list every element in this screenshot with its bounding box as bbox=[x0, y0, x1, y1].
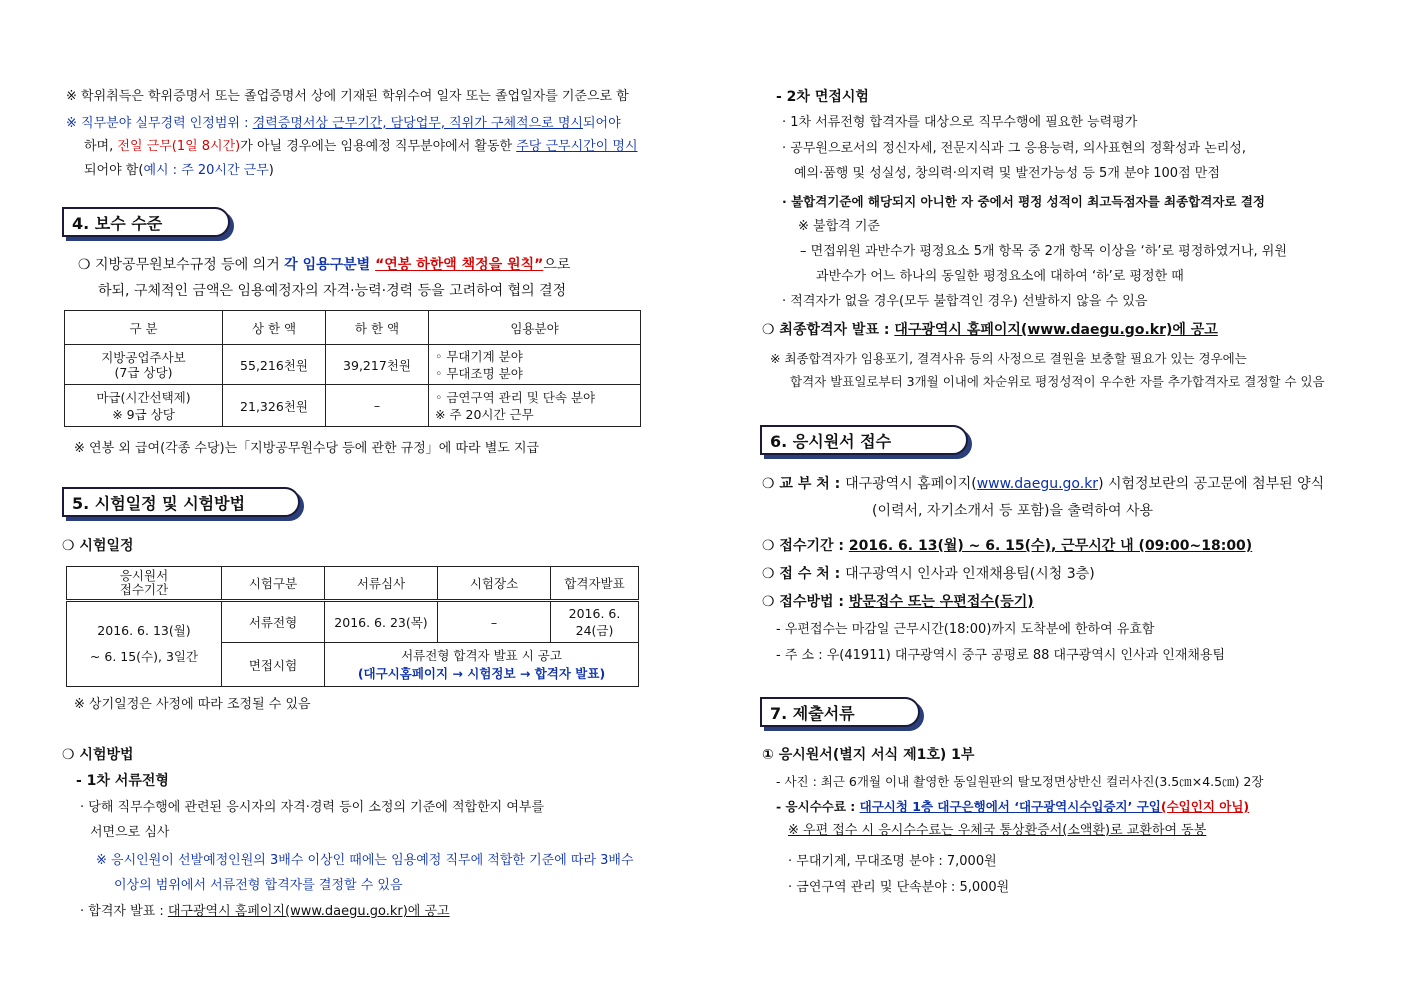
note-career bbox=[66, 115, 621, 133]
sched-type: 면접시험 bbox=[222, 643, 325, 687]
pay-field: ◦ 금연구역 관리 및 단속 분야 ※ 주 20시간 근무 bbox=[429, 385, 641, 427]
section-title-application: 6. 응시원서 접수 bbox=[760, 425, 968, 455]
table-row bbox=[67, 601, 639, 643]
doc-fee bbox=[776, 798, 1249, 816]
section-title-exam: 5. 시험일정 및 시험방법 bbox=[62, 487, 300, 517]
place-label: ❍ 접 수 처 : bbox=[762, 566, 846, 582]
apply-method bbox=[762, 593, 1034, 611]
pay-field: ◦ 무대기계 분야 ◦ 무대조명 분야 bbox=[429, 345, 641, 385]
note-career-highlight: 경력증명서상 근무기간, 담당업무, 직위가 구체적으로 명시 bbox=[252, 116, 583, 131]
sched-interview-notice bbox=[325, 643, 639, 687]
pay-header-field: 임용분야 bbox=[429, 311, 641, 345]
first-round-line-2: 서면으로 심사 bbox=[90, 825, 170, 840]
pay-header-grade: 구 분 bbox=[65, 311, 223, 345]
pay-note: ※ 연봉 외 급여(각종 수당)는「지방공무원수당 등에 관한 규정」에 따라 별도 지급 bbox=[74, 441, 540, 456]
text: · 합격자 발표 : bbox=[80, 904, 168, 919]
issue-place bbox=[762, 475, 1324, 493]
sched-header-announce: 합격자발표 bbox=[551, 567, 639, 601]
section-title-documents: 7. 제출서류 bbox=[760, 697, 920, 727]
method-value: 방문접수 또는 우편접수(등기) bbox=[848, 594, 1034, 610]
final-announce bbox=[762, 321, 1218, 339]
sched-review: 2016. 6. 23(목) bbox=[325, 601, 438, 643]
pay-grade: 마급(시간선택제) ※ 9급 상당 bbox=[65, 385, 223, 427]
pay-line-2: 하되, 구체적인 금액은 임용예정자의 자격·능력·경력 등을 고려하여 협의 결정 bbox=[98, 283, 567, 299]
fulltime-highlight: 전일 근무(1일 8시간) bbox=[117, 139, 241, 154]
issue-place-2: (이력서, 자기소개서 등 포함)을 출력하여 사용 bbox=[872, 503, 1154, 519]
fail-criteria-2: 과반수가 어느 하나의 동일한 평정요소에 대하여 ‘하’로 평정한 때 bbox=[816, 269, 1184, 284]
method-label: ❍ 접수방법 : bbox=[762, 594, 849, 610]
text: 되어야 함( bbox=[84, 163, 144, 178]
sched-header-review: 서류심사 bbox=[325, 567, 438, 601]
pay-category: 각 임용구분별 bbox=[284, 257, 376, 273]
second-round-line-4: · 불합격기준에 해당되지 아니한 자 중에서 평정 성적이 최고득점자를 최종합격자로 결정 bbox=[782, 194, 1265, 209]
place-value: 대구광역시 인사과 인재채용팀(시청 3층) bbox=[845, 566, 1095, 582]
final-announce-site: 대구광역시 홈페이지(www.daegu.go.kr)에 공고 bbox=[894, 322, 1218, 338]
fee-warning: (수입인지 아님) bbox=[1160, 799, 1250, 814]
pay-min: – bbox=[326, 385, 429, 427]
pass-announce-site: 대구광역시 홈페이지(www.daegu.go.kr)에 공고 bbox=[167, 904, 450, 919]
text: 하며, bbox=[84, 139, 118, 154]
note-career-label: ※ 직무분야 실무경력 인정범위 : bbox=[66, 116, 253, 131]
note-career-2 bbox=[84, 138, 638, 156]
sched-period: 2016. 6. 13(월) ~ 6. 15(수), 3일간 bbox=[67, 601, 222, 687]
first-round-pass bbox=[80, 903, 450, 921]
second-round-line-8: · 적격자가 없을 경우(모두 불합격인 경우) 선발하지 않을 수 있음 bbox=[782, 294, 1148, 309]
example-highlight: 예시 : 주 20시간 근무 bbox=[143, 163, 269, 178]
pay-max: 21,326천원 bbox=[223, 385, 326, 427]
fee-label: - 응시수수료 : bbox=[776, 799, 860, 814]
second-round-line-2: · 공무원으로서의 정신자세, 전문지식과 그 응용능력, 의사표현의 정확성과 논리성, bbox=[782, 141, 1247, 156]
pay-table bbox=[64, 310, 641, 427]
text: ) bbox=[268, 163, 274, 178]
sched-announce: 2016. 6. 24(금) bbox=[551, 601, 639, 643]
weekly-hours-highlight: 주당 근무시간이 명시 bbox=[516, 139, 638, 154]
text: ) 시험정보란의 공고문에 첨부된 양식 bbox=[1098, 476, 1325, 492]
fee-note bbox=[788, 822, 1206, 840]
interview-notice-path: (대구시홈페이지 → 시험정보 → 합격자 발표) bbox=[357, 665, 606, 681]
sched-type: 서류전형 bbox=[222, 601, 325, 643]
note-career-3 bbox=[84, 162, 274, 180]
final-note-2: 합격자 발표일로부터 3개월 이내에 차순위로 평정성적이 우수한 자를 추가합격자로 결정할 수 있음 bbox=[790, 374, 1325, 389]
method-label: ❍ 시험방법 bbox=[62, 747, 134, 763]
schedule-table bbox=[66, 566, 639, 687]
second-round-label: - 2차 면접시험 bbox=[776, 89, 869, 105]
issue-label: ❍ 교 부 처 : bbox=[762, 476, 846, 492]
table-row bbox=[65, 345, 641, 385]
period-label: ❍ 접수기간 : bbox=[762, 538, 849, 554]
pay-grade: 지방공업주사보 (7급 상당) bbox=[65, 345, 223, 385]
pay-principle: “연봉 하한액 책정을 원칙” bbox=[375, 257, 544, 273]
text: ❍ 최종합격자 발표 : bbox=[762, 322, 895, 338]
text: 가 아닐 경우에는 임용예정 직무분야에서 활동한 bbox=[240, 139, 517, 154]
first-round-note-1: ※ 응시인원이 선발예정인원의 3배수 이상인 때에는 임용예정 직무에 적합한 기준에 따라 3배수 bbox=[96, 853, 634, 868]
period-value: 2016. 6. 13(월) ~ 6. 15(수), 근무시간 내 (09:00~18:00) bbox=[848, 538, 1253, 554]
issue-url: www.daegu.go.kr bbox=[976, 476, 1099, 492]
apply-method-line-2: - 주 소 : 우(41911) 대구광역시 중구 공평로 88 대구광역시 인사과 인재채용팀 bbox=[776, 648, 1226, 663]
schedule-label: ❍ 시험일정 bbox=[62, 538, 134, 554]
schedule-note: ※ 상기일정은 사정에 따라 조정될 수 있음 bbox=[74, 697, 311, 712]
doc-application-form: ① 응시원서(별지 서식 제1호) 1부 bbox=[762, 747, 975, 763]
table-row bbox=[65, 385, 641, 427]
section-title-pay: 4. 보수 수준 bbox=[62, 207, 230, 237]
fee-purchase: 대구시청 1층 대구은행에서 ‘대구광역시수입증지’ 구입 bbox=[859, 799, 1161, 814]
fee-stage: · 무대기계, 무대조명 분야 : 7,000원 bbox=[788, 854, 997, 869]
pay-max: 55,216천원 bbox=[223, 345, 326, 385]
second-round-line-3: 예의·품행 및 성실성, 창의력·의지력 및 발전가능성 등 5개 분야 100점 만점 bbox=[794, 166, 1220, 181]
text: 대구광역시 홈페이지( bbox=[845, 476, 977, 492]
sched-header-period: 응시원서 접수기간 bbox=[67, 567, 222, 601]
fail-criteria-1: – 면접위원 과반수가 평정요소 5개 항목 중 2개 항목 이상을 ‘하’로 평정하였거나, 위원 bbox=[800, 244, 1287, 259]
fee-nonsmoking: · 금연구역 관리 및 단속분야 : 5,000원 bbox=[788, 880, 1010, 895]
pay-min: 39,217천원 bbox=[326, 345, 429, 385]
apply-method-line-1: - 우편접수는 마감일 근무시간(18:00)까지 도착분에 한하여 유효함 bbox=[776, 622, 1155, 637]
first-round-label: - 1차 서류전형 bbox=[76, 773, 169, 789]
note-career-tail: 되어야 bbox=[582, 116, 621, 131]
apply-place bbox=[762, 565, 1095, 583]
sched-place: – bbox=[438, 601, 551, 643]
sched-header-place: 시험장소 bbox=[438, 567, 551, 601]
first-round-line-1: · 당해 직무수행에 관련된 응시자의 자격·경력 등이 소정의 기준에 적합한지 여부를 bbox=[80, 800, 545, 815]
pay-header-min: 하 한 액 bbox=[326, 311, 429, 345]
apply-period bbox=[762, 537, 1252, 555]
pay-line-1 bbox=[78, 256, 570, 274]
first-round-note-2: 이상의 범위에서 서류전형 합격자를 결정할 수 있음 bbox=[114, 878, 403, 893]
text: ❍ 지방공무원보수규정 등에 의거 bbox=[78, 257, 285, 273]
sched-header-type: 시험구분 bbox=[222, 567, 325, 601]
interview-notice: 서류전형 합격자 발표 시 공고 bbox=[401, 647, 562, 663]
final-note-1: ※ 최종합격자가 임용포기, 결격사유 등의 사정으로 결원을 보충할 필요가 있는 경우에는 bbox=[770, 351, 1247, 366]
doc-photo: - 사진 : 최근 6개월 이내 촬영한 동일원판의 탈모정면상반신 컬러사진(3.5㎝×4.5㎝) 2장 bbox=[776, 774, 1264, 789]
note-degree: ※ 학위취득은 학위증명서 또는 졸업증명서 상에 기재된 학위수여 일자 또는 졸업일자를 기준으로 함 bbox=[66, 89, 629, 104]
text: 으로 bbox=[543, 257, 571, 273]
second-round-line-1: · 1차 서류전형 합격자를 대상으로 직무수행에 필요한 능력평가 bbox=[782, 115, 1138, 130]
fee-note-text: ※ 우편 접수 시 응시수수료는 우체국 통상환증서(소액환)로 교환하여 동봉 bbox=[788, 823, 1207, 838]
fail-criteria-label: ※ 불합격 기준 bbox=[798, 219, 880, 234]
pay-header-max: 상 한 액 bbox=[223, 311, 326, 345]
